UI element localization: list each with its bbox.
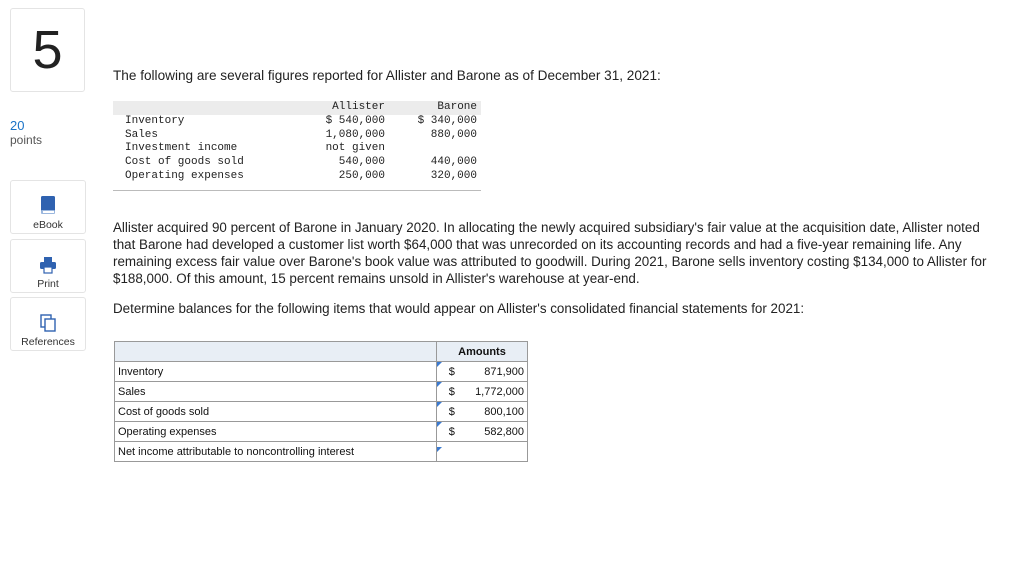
figures-row-label: Investment income <box>125 142 238 155</box>
figures-row-barone: 440,000 <box>430 156 477 169</box>
answer-row-label: Operating expenses <box>115 422 437 442</box>
references-icon <box>40 314 56 332</box>
figures-header-row <box>113 101 481 115</box>
flag-marker <box>437 422 442 427</box>
figures-row-label: Sales <box>125 128 159 141</box>
points-label: points <box>10 133 43 147</box>
answer-row <box>115 382 528 402</box>
figures-row-label: Operating expenses <box>125 169 244 182</box>
figures-row-allister: 1,080,000 <box>325 128 385 141</box>
flag-marker <box>437 382 442 387</box>
answer-table <box>114 341 528 462</box>
answer-input-nci[interactable] <box>437 442 528 462</box>
figures-row-barone <box>389 142 481 156</box>
ebook-button[interactable] <box>10 180 86 234</box>
figures-table <box>113 101 481 191</box>
answer-input-inventory[interactable]: 871,900 <box>467 362 528 382</box>
figures-row-allister: 540,000 <box>338 156 385 169</box>
figures-row-label: Cost of goods sold <box>125 156 244 169</box>
answer-header-amounts: Amounts <box>437 342 528 362</box>
instruction-text: Determine balances for the following items that would appear on Allister's consolidated financial statements for 2021: <box>113 301 805 316</box>
figures-row-barone: 880,000 <box>430 128 477 141</box>
points-block <box>10 118 42 147</box>
figures-header-allister: Allister <box>297 101 389 115</box>
figures-row-allister: 250,000 <box>338 169 385 182</box>
answer-row-label: Inventory <box>115 362 437 382</box>
references-label: References <box>21 336 75 348</box>
answer-row <box>115 362 528 382</box>
intro-text: The following are several figures reported for Allister and Barone as of December 31, 2021: <box>113 68 661 83</box>
answer-input-operating-expenses[interactable]: 582,800 <box>467 422 528 442</box>
figures-row-barone: $ 340,000 <box>417 114 477 127</box>
answer-header-row <box>115 342 528 362</box>
figures-row <box>113 115 481 129</box>
points-value: 20 <box>10 118 25 133</box>
figures-row-label: Inventory <box>125 114 185 127</box>
flag-marker <box>437 447 442 452</box>
ebook-label: eBook <box>33 219 63 231</box>
answer-currency: $ <box>437 362 467 382</box>
answer-row <box>115 442 528 462</box>
answer-row-label: Cost of goods sold <box>115 402 437 422</box>
answer-row <box>115 402 528 422</box>
printer-icon <box>39 256 57 274</box>
answer-currency: $ <box>437 402 467 422</box>
print-button[interactable] <box>10 239 86 293</box>
answer-row <box>115 422 528 442</box>
figures-row-allister: $ 540,000 <box>325 114 385 127</box>
answer-currency: $ <box>437 382 467 402</box>
references-button[interactable] <box>10 297 86 351</box>
book-icon <box>39 195 57 215</box>
flag-marker <box>437 362 442 367</box>
answer-currency: $ <box>437 422 467 442</box>
figures-row <box>113 156 481 170</box>
figures-row <box>113 142 481 156</box>
figures-row-allister: not given <box>325 142 385 155</box>
print-label: Print <box>37 278 59 290</box>
answer-input-cogs[interactable]: 800,100 <box>467 402 528 422</box>
figures-row-barone: 320,000 <box>430 169 477 182</box>
figures-row <box>113 129 481 143</box>
flag-marker <box>437 402 442 407</box>
figures-header-barone: Barone <box>389 101 481 115</box>
question-number: 5 <box>10 8 85 92</box>
problem-paragraph: Allister acquired 90 percent of Barone in January 2020. In allocating the newly acquired subsidiary's fair value at the acquisition date, Allister noted that Barone had developed a customer list worth $64,000 that was unrecorded on its accounting records and had a five-year remaining life. Any remaining excess fair value over Barone's book value was attributed to goodwill. During 2021, Barone sells inventory costing $134,000 to Allister for $188,000. Of this amount, 15 percent remains unsold in Allister's warehouse at year-end. <box>113 220 987 286</box>
figures-row <box>113 170 481 184</box>
answer-row-label: Sales <box>115 382 437 402</box>
answer-input-sales[interactable]: 1,772,000 <box>467 382 528 402</box>
answer-row-label: Net income attributable to noncontrolling interest <box>115 442 437 462</box>
